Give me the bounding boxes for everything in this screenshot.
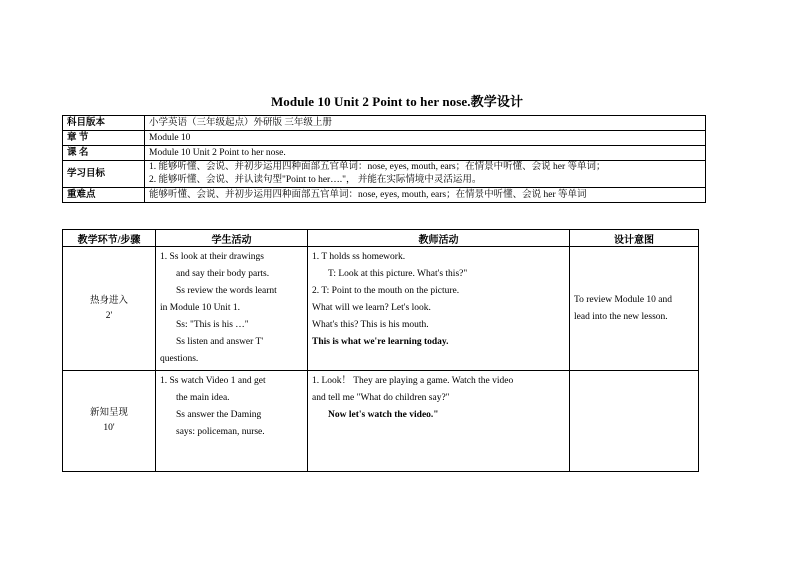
teacher-line: and tell me "What do children say?" <box>312 393 450 403</box>
student-line: Ss answer the Daming <box>176 410 262 420</box>
info-row-chapter <box>63 131 706 146</box>
student-line: questions. <box>160 354 199 364</box>
design-intent-cell <box>570 247 699 371</box>
info-row-lesson <box>63 146 706 161</box>
info-value: 小学英语（三年级起点）外研版 三年级上册 <box>145 116 706 131</box>
info-value: 能够听懂、会说、并初步运用四种面部五官单词：nose, eyes, mouth, ears；在情景中听懂、会说 her 等单词 <box>145 188 706 203</box>
student-line: in Module 10 Unit 1. <box>160 303 240 313</box>
info-value: Module 10 Unit 2 Point to her nose. <box>145 146 706 161</box>
phase-name: 新知呈现 <box>89 408 128 418</box>
lesson-plan-table <box>62 229 699 472</box>
info-row-key-points <box>63 188 706 203</box>
teacher-line: This is what we're learning today. <box>312 337 449 347</box>
table-header-row <box>63 230 699 247</box>
student-activity-cell <box>156 371 308 472</box>
info-label: 学习目标 <box>63 161 145 188</box>
teacher-activity-cell <box>308 247 570 371</box>
teacher-line: What's this? This is his mouth. <box>312 320 429 330</box>
goal-line: 2. 能够听懂、会说、并认读句型"Point to her…."， 并能在实际情境中灵活运用。 <box>149 175 482 185</box>
table-row-presentation <box>63 371 699 472</box>
phase-cell <box>63 247 156 371</box>
student-line: Ss listen and answer T' <box>176 337 264 347</box>
table-row-warmup <box>63 247 699 371</box>
student-line: and say their body parts. <box>176 269 270 279</box>
intent-line: lead into the new lesson. <box>574 311 668 322</box>
student-line: 1. Ss look at their drawings <box>160 252 264 262</box>
design-intent-cell <box>570 371 699 472</box>
info-row-goals <box>63 161 706 188</box>
info-label: 重难点 <box>63 188 145 203</box>
info-label: 课 名 <box>63 146 145 161</box>
info-label: 章 节 <box>63 131 145 146</box>
info-row-subject <box>63 116 706 131</box>
student-line: Ss review the words learnt <box>176 286 277 296</box>
teacher-line: 1. Look！ They are playing a game. Watch the video <box>312 376 514 386</box>
goal-line: 1. 能够听懂、会说、并初步运用四种面部五官单词：nose, eyes, mouth, ears；在情景中听懂、会说 her 等单词； <box>149 162 606 172</box>
column-header: 教学环节/步骤 <box>63 230 156 247</box>
teacher-line: What will we learn? Let's look. <box>312 303 431 313</box>
student-line: the main idea. <box>176 393 230 403</box>
intent-line: To review Module 10 and <box>574 294 673 305</box>
phase-name: 热身进入 <box>89 295 128 306</box>
teacher-activity-cell <box>308 371 570 472</box>
document-title: Module 10 Unit 2 Point to her nose.教学设计 <box>270 94 524 109</box>
teacher-line: Now let's watch the video." <box>328 410 439 420</box>
column-header: 学生活动 <box>156 230 308 247</box>
info-value: Module 10 <box>145 131 706 146</box>
column-header: 设计意图 <box>570 230 699 247</box>
info-table <box>62 115 706 203</box>
phase-duration: 2' <box>105 310 113 321</box>
student-line: Ss: "This is his …" <box>176 320 249 330</box>
student-line: says: policeman, nurse. <box>176 427 265 437</box>
info-label: 科目版本 <box>63 116 145 131</box>
phase-duration: 10' <box>103 423 115 433</box>
column-header: 教师活动 <box>308 230 570 247</box>
teacher-line: 2. T: Point to the mouth on the picture. <box>312 286 460 296</box>
phase-cell <box>63 371 156 472</box>
teacher-line: 1. T holds ss homework. <box>312 252 406 262</box>
student-activity-cell <box>156 247 308 371</box>
info-value <box>145 161 706 188</box>
teacher-line: T: Look at this picture. What's this?" <box>328 269 468 279</box>
student-line: 1. Ss watch Video 1 and get <box>160 376 266 386</box>
